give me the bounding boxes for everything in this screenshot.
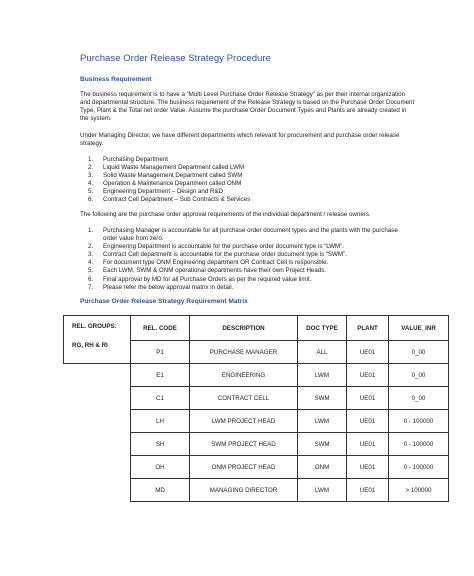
- rel-code-cell: OH: [131, 456, 190, 479]
- list-number: 4.: [88, 259, 94, 267]
- rel-code-cell: MD: [131, 479, 190, 502]
- list-number: 7.: [88, 283, 94, 291]
- business-requirement-paragraph: The business requirement is to have a “Multi Level Purchase Order Release Strategy” as per their internal organization and departmental structure. The business requirement of the Release Strategy is based on the Purchase Order Document Type, Plant & the Total net order Value. Assume the purchase Order Document Types and Plants are already created in the system.: [80, 91, 415, 123]
- column-header: PLANT: [347, 316, 389, 341]
- value-cell: 0 - 100000: [389, 456, 449, 479]
- table-row: [64, 433, 449, 456]
- column-header: REL. CODE: [131, 316, 190, 341]
- doc-type-cell: SWM: [298, 433, 347, 456]
- doc-type-cell: ONM: [298, 456, 347, 479]
- plant-cell: UE01: [347, 387, 389, 410]
- value-cell: 0 - 100000: [389, 433, 449, 456]
- description-cell: ENGINEERING: [190, 364, 298, 387]
- list-item: [80, 156, 425, 164]
- plant-cell: UE01: [347, 456, 389, 479]
- column-header: DESCRIPTION: [190, 316, 298, 341]
- list-text: Purchasing Department: [103, 156, 169, 163]
- list-number: 1.: [88, 227, 94, 234]
- description-cell: LWM PROJECT HEAD: [190, 410, 298, 433]
- empty-cell: [64, 433, 131, 456]
- list-number: 1.: [88, 156, 94, 163]
- column-header: VALUE_INR: [389, 316, 449, 341]
- table-row: [64, 410, 449, 433]
- column-header: DOC TYPE: [298, 316, 347, 341]
- list-text: Operation & Maintenance Department called ONM: [103, 180, 242, 188]
- table-row: [64, 479, 449, 502]
- value-cell: 0 - 100000: [389, 410, 449, 433]
- list-item: [80, 172, 425, 180]
- rel-code-cell: LH: [131, 410, 190, 433]
- doc-type-cell: LWM: [298, 364, 347, 387]
- rel-code-cell: E1: [131, 364, 190, 387]
- list-item: [80, 164, 425, 172]
- value-cell: 0_00: [389, 364, 449, 387]
- list-item: [80, 267, 410, 275]
- empty-cell: [64, 479, 131, 502]
- release-strategy-matrix: [63, 315, 449, 502]
- list-text: Engineering Department – Design and R&D: [103, 188, 224, 196]
- empty-cell: [64, 364, 131, 387]
- approval-intro-paragraph: The following are the purchase order approval requirements of the individual department / release owners.: [80, 211, 371, 218]
- list-item: [80, 259, 410, 267]
- description-cell: ONM PROJECT HEAD: [190, 456, 298, 479]
- list-number: 4.: [88, 180, 94, 188]
- list-item: [80, 180, 425, 188]
- list-number: 5.: [88, 267, 94, 275]
- plant-cell: UE01: [347, 410, 389, 433]
- rel-groups-header: [64, 316, 131, 364]
- table-header-row: [64, 316, 449, 341]
- description-cell: PURCHASE MANAGER: [190, 341, 298, 364]
- rel-groups-values: RG, RH & RI: [72, 342, 108, 349]
- requirements-list: [80, 227, 410, 292]
- empty-cell: [64, 456, 131, 479]
- table-row: [64, 456, 449, 479]
- list-text: Purchasing Manager is accountable for all purchase order document types and the plants with the purchase order value from zero.: [103, 227, 398, 243]
- table-row: [64, 387, 449, 410]
- list-number: 2.: [88, 243, 94, 251]
- list-number: 3.: [88, 251, 94, 259]
- list-text: Contract Cell Department – Sub Contracts & Services: [103, 196, 251, 204]
- list-item: [80, 243, 410, 251]
- matrix-heading: Purchase Order Release Strategy Requirement Matrix: [80, 298, 248, 305]
- empty-cell: [64, 387, 131, 410]
- business-requirement-heading: Business Requirement: [80, 76, 152, 83]
- description-cell: MANAGING DIRECTOR: [190, 479, 298, 502]
- rel-groups-label: REL. GROUPS:: [72, 323, 117, 330]
- rel-code-cell: SH: [131, 433, 190, 456]
- list-number: 3.: [88, 172, 94, 180]
- list-text: Solid Waste Management Department called SWM: [103, 172, 243, 180]
- list-item: [80, 284, 410, 292]
- plant-cell: UE01: [347, 341, 389, 364]
- list-number: 6.: [88, 275, 94, 283]
- value-cell: 0_00: [389, 387, 449, 410]
- plant-cell: UE01: [347, 364, 389, 387]
- table-row: [64, 364, 449, 387]
- doc-type-cell: SWM: [298, 387, 347, 410]
- description-cell: SWM PROJECT HEAD: [190, 433, 298, 456]
- list-text: Liquid Waste Management Department called LWM: [103, 164, 244, 172]
- value-cell: > 100000: [389, 479, 449, 502]
- list-number: 5.: [88, 188, 94, 196]
- list-item: [80, 276, 410, 284]
- list-text: Contract Cell department is accountable for the purchase order document type is “SWM”.: [103, 251, 347, 259]
- list-text: For document type ONM Engineering department OR Contract Cell is responsible.: [103, 259, 329, 267]
- rel-code-cell: P1: [131, 341, 190, 364]
- list-item: [80, 196, 425, 204]
- plant-cell: UE01: [347, 433, 389, 456]
- document-title: Purchase Order Release Strategy Procedure: [80, 53, 271, 64]
- rel-code-cell: C1: [131, 387, 190, 410]
- list-text: Engineering Department is accountable for the purchase order document type is “LWM”.: [103, 243, 344, 251]
- doc-type-cell: LWM: [298, 410, 347, 433]
- value-cell: 0_00: [389, 341, 449, 364]
- list-text: Each LWM, SWM & ONM operational departments have their own Project Heads.: [103, 267, 327, 275]
- list-number: 6.: [88, 196, 94, 204]
- list-item: [80, 251, 410, 259]
- list-item: [80, 227, 410, 243]
- doc-type-cell: LWM: [298, 479, 347, 502]
- empty-cell: [64, 410, 131, 433]
- list-number: 2.: [88, 164, 94, 172]
- plant-cell: UE01: [347, 479, 389, 502]
- departments-list: [80, 156, 425, 205]
- list-text: Please refer the below approval matrix in detail.: [103, 283, 234, 291]
- doc-type-cell: ALL: [298, 341, 347, 364]
- list-text: Final approval by MD for all Purchase Orders as per the required value limit.: [103, 275, 312, 283]
- list-item: [80, 188, 425, 196]
- departments-intro-paragraph: Under Managing Director, we have different departments which relevant for procurement and purchase order release strategy.: [80, 132, 400, 148]
- description-cell: CONTRACT CELL: [190, 387, 298, 410]
